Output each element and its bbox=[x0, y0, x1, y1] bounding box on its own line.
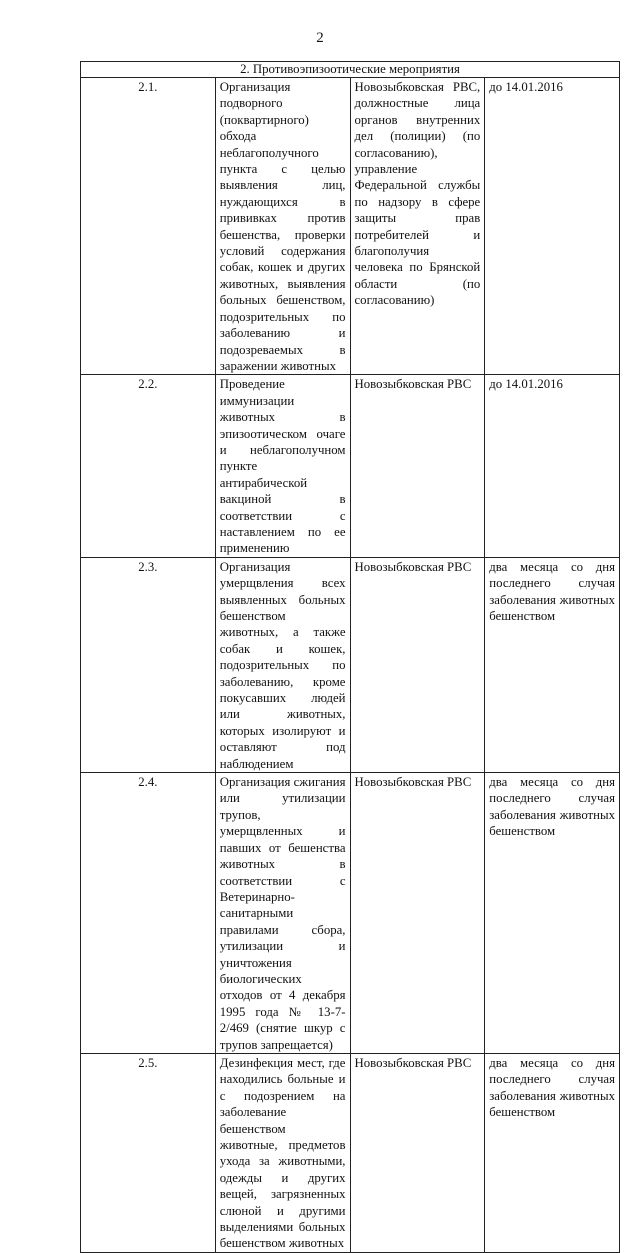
item-description: Организация сжигания или утилизации трупов, умерщвленных и павших от бешенства животных в соответствии с Ветеринарно-санитарными правилами сбора, утилизации и уничтожения биологических отходов от 4 декабря 1995 года № 13-7-2/469 (снятие шкур с трупов запрещается) bbox=[215, 773, 350, 1054]
item-number: 2.3. bbox=[81, 557, 216, 772]
item-description: Организация подворного (поквартирного) обхода неблагополучного пункта с целью выявления лиц, нуждающихся в прививках против бешенства, проверки условий содержания собак, кошек и других животных, выявления больных бешенством, подозрительных по заболеванию и подозреваемых в заражении животных bbox=[215, 78, 350, 375]
section-title: 2. Противоэпизоотические мероприятия bbox=[81, 62, 620, 78]
item-term: два месяца со дня последнего случая заболевания животных бешенством bbox=[485, 1053, 620, 1252]
item-responsible: Новозыбковская РВС bbox=[350, 773, 485, 1054]
section-header-row bbox=[81, 62, 620, 78]
table-row bbox=[81, 773, 620, 1054]
table-row bbox=[81, 557, 620, 772]
item-term: до 14.01.2016 bbox=[485, 375, 620, 557]
table-row bbox=[81, 78, 620, 375]
item-term: до 14.01.2016 bbox=[485, 78, 620, 375]
item-responsible: Новозыбковская РВС bbox=[350, 375, 485, 557]
item-term: два месяца со дня последнего случая заболевания животных бешенством bbox=[485, 773, 620, 1054]
item-number: 2.5. bbox=[81, 1053, 216, 1252]
page-number: 2 bbox=[316, 30, 324, 46]
table-row bbox=[81, 375, 620, 557]
item-responsible: Новозыбковская РВС bbox=[350, 557, 485, 772]
item-description: Проведение иммунизации животных в эпизоотическом очаге и неблагополучном пункте антирабической вакциной в соответствии с наставлением по ее применению bbox=[215, 375, 350, 557]
item-number: 2.4. bbox=[81, 773, 216, 1054]
table-row bbox=[81, 1053, 620, 1252]
item-description: Организация умерщвления всех выявленных больных бешенством животных, а также собак и кошек, подозрительных по заболеванию, кроме покусавших людей или животных, которых изолируют и оставляют под наблюдением bbox=[215, 557, 350, 772]
item-number: 2.1. bbox=[81, 78, 216, 375]
measures-table bbox=[80, 61, 620, 1253]
item-responsible: Новозыбковская РВС bbox=[350, 1053, 485, 1252]
item-description: Дезинфекция мест, где находились больные и с подозрением на заболевание бешенством животные, предметов ухода за животными, одежды и других вещей, загрязненных слюной и другими выделениями больных бешенством животных bbox=[215, 1053, 350, 1252]
item-responsible: Новозыбковская РВС, должностные лица органов внутренних дел (полиции) (по согласованию), управление Федеральной службы по надзору в сфере защиты прав потребителей и благополучия человека по Брянской области (по согласованию) bbox=[350, 78, 485, 375]
item-number: 2.2. bbox=[81, 375, 216, 557]
item-term: два месяца со дня последнего случая заболевания животных бешенством bbox=[485, 557, 620, 772]
